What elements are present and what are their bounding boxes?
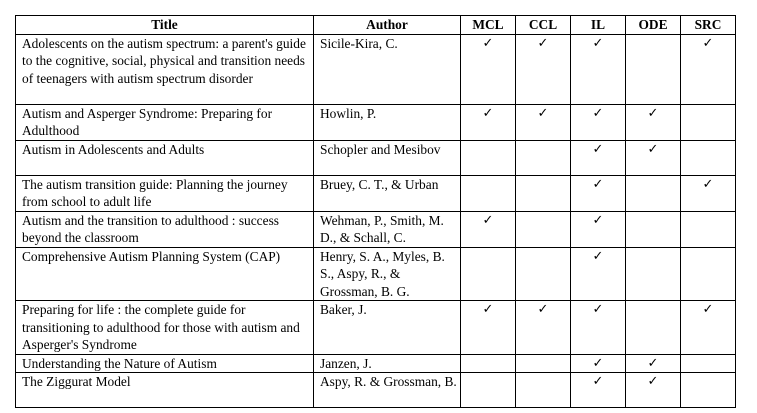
check-icon-ode	[626, 211, 681, 247]
check-icon-ccl	[516, 354, 571, 373]
check-icon-mcl: ✓	[461, 34, 516, 104]
cell-author: Bruey, C. T., & Urban	[314, 175, 461, 211]
header-author: Author	[314, 16, 461, 35]
table-row	[16, 211, 736, 247]
check-icon-mcl	[461, 373, 516, 408]
header-row	[16, 16, 736, 35]
resource-table	[15, 15, 736, 408]
check-icon-mcl	[461, 175, 516, 211]
check-icon-ccl	[516, 175, 571, 211]
check-icon-mcl: ✓	[461, 211, 516, 247]
check-icon-src: ✓	[681, 34, 736, 104]
check-icon-ode: ✓	[626, 140, 681, 175]
header-title: Title	[16, 16, 314, 35]
cell-title: Autism and the transition to adulthood : success beyond the classroom	[16, 211, 314, 247]
check-icon-src	[681, 211, 736, 247]
cell-author: Henry, S. A., Myles, B. S., Aspy, R., & Grossman, B. G.	[314, 247, 461, 301]
header-il: IL	[571, 16, 626, 35]
check-icon-ccl: ✓	[516, 34, 571, 104]
check-icon-ode	[626, 175, 681, 211]
check-icon-src	[681, 104, 736, 140]
table-row	[16, 301, 736, 355]
check-icon-ccl: ✓	[516, 104, 571, 140]
document-page	[15, 15, 736, 408]
cell-title: Adolescents on the autism spectrum: a parent's guide to the cognitive, social, physical and transition needs of teenagers with autism spectrum disorder	[16, 34, 314, 104]
check-icon-il: ✓	[571, 34, 626, 104]
check-icon-ode	[626, 301, 681, 355]
table-row	[16, 354, 736, 373]
check-icon-ccl: ✓	[516, 301, 571, 355]
check-icon-mcl	[461, 140, 516, 175]
cell-author: Janzen, J.	[314, 354, 461, 373]
cell-title: Comprehensive Autism Planning System (CAP)	[16, 247, 314, 301]
check-icon-src	[681, 247, 736, 301]
cell-author: Wehman, P., Smith, M. D., & Schall, C.	[314, 211, 461, 247]
cell-author: Baker, J.	[314, 301, 461, 355]
cell-title: The autism transition guide: Planning the journey from school to adult life	[16, 175, 314, 211]
check-icon-ode: ✓	[626, 104, 681, 140]
table-row	[16, 247, 736, 301]
check-icon-il: ✓	[571, 211, 626, 247]
check-icon-il: ✓	[571, 247, 626, 301]
table-row	[16, 104, 736, 140]
check-icon-mcl	[461, 354, 516, 373]
check-icon-il: ✓	[571, 175, 626, 211]
table-row	[16, 175, 736, 211]
check-icon-ccl	[516, 373, 571, 408]
check-icon-il: ✓	[571, 301, 626, 355]
cell-author: Sicile-Kira, C.	[314, 34, 461, 104]
check-icon-ccl	[516, 211, 571, 247]
cell-author: Howlin, P.	[314, 104, 461, 140]
check-icon-src	[681, 140, 736, 175]
cell-author: Schopler and Mesibov	[314, 140, 461, 175]
check-icon-src: ✓	[681, 301, 736, 355]
cell-title: The Ziggurat Model	[16, 373, 314, 408]
cell-title: Preparing for life : the complete guide for transitioning to adulthood for those with autism and Asperger's Syndrome	[16, 301, 314, 355]
check-icon-src	[681, 354, 736, 373]
check-icon-mcl: ✓	[461, 104, 516, 140]
cell-title: Understanding the Nature of Autism	[16, 354, 314, 373]
check-icon-il: ✓	[571, 140, 626, 175]
check-icon-src: ✓	[681, 175, 736, 211]
table-row	[16, 373, 736, 408]
header-mcl: MCL	[461, 16, 516, 35]
header-ccl: CCL	[516, 16, 571, 35]
cell-title: Autism in Adolescents and Adults	[16, 140, 314, 175]
header-src: SRC	[681, 16, 736, 35]
check-icon-ccl	[516, 247, 571, 301]
check-icon-ode	[626, 34, 681, 104]
check-icon-il: ✓	[571, 354, 626, 373]
table-row	[16, 34, 736, 104]
check-icon-mcl	[461, 247, 516, 301]
check-icon-ode	[626, 247, 681, 301]
header-ode: ODE	[626, 16, 681, 35]
cell-author: Aspy, R. & Grossman, B.	[314, 373, 461, 408]
check-icon-il: ✓	[571, 373, 626, 408]
check-icon-ode: ✓	[626, 354, 681, 373]
check-icon-il: ✓	[571, 104, 626, 140]
cell-title: Autism and Asperger Syndrome: Preparing for Adulthood	[16, 104, 314, 140]
check-icon-ode: ✓	[626, 373, 681, 408]
check-icon-src	[681, 373, 736, 408]
check-icon-ccl	[516, 140, 571, 175]
table-row	[16, 140, 736, 175]
check-icon-mcl: ✓	[461, 301, 516, 355]
